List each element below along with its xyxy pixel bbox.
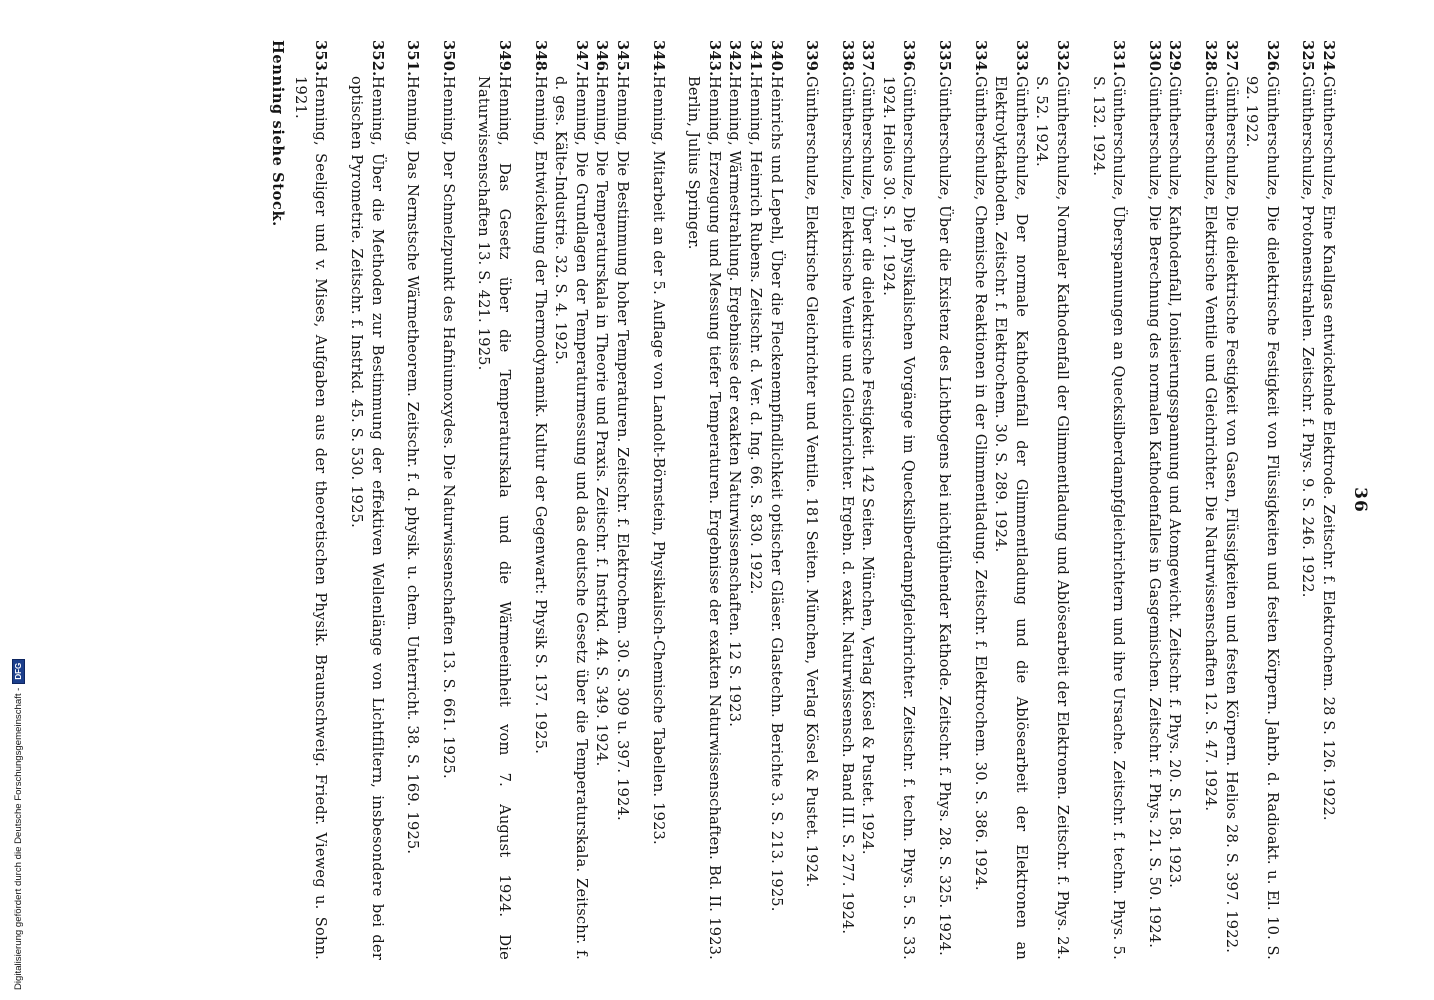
entry-number: 339. <box>803 40 821 77</box>
entry-spacer <box>632 40 647 960</box>
entry-text: Güntherschulze, Chemische Reaktionen in der Glimmentladung. Zeitschr. f. Elektrochem. 30. S. 386. 1924. <box>971 76 989 891</box>
bibliography-entry <box>724 40 745 960</box>
dfg-logo: DFG <box>12 659 25 684</box>
entry-number: 343. <box>705 40 723 77</box>
entry-number: 346. <box>593 40 611 77</box>
entry-text: Güntherschulze, Die dielektrische Festigkeit von Flüssigkeiten und festen Körpern. Jahrb. d. Radioakt. u. El. 10. S. 92. 1922. <box>1243 76 1281 960</box>
bibliography-entry <box>744 40 765 960</box>
entry-text: Güntherschulze, Über die dielektrische Festigkeit. 142 Seiten. München, Verlag Kösel & Pustet. 1924. <box>859 76 877 855</box>
footer-text: Digitalisierung gefördert durch die Deutsche Forschungsgemeinschaft - <box>13 687 24 990</box>
entry-number: 349. <box>496 40 513 77</box>
entry-text: Henning, Über die Methoden zur Bestimmung der effektiven Wellenlänge von Lichtfiltern, insbesondere bei der optischen Pyrometrie. Zeitschr. f. Instrkd. 45. S. 530. 1925. <box>348 76 386 960</box>
entry-number: 341. <box>746 40 764 77</box>
entry-text: Güntherschulze, Eine Knallgas entwickelnde Elektrode. Zeitschr. f. Elektrochem. 28 S. 126. 1922. <box>1320 76 1337 821</box>
entry-text: Güntherschulze, Über die Existenz des Lichtbogens bei nichtglühender Kathode. Zeitschr. f. Phys. 28. S. 325. 1924. <box>936 76 954 956</box>
entry-spacer <box>387 40 402 960</box>
entry-spacer <box>786 40 801 960</box>
entry-number: 325. <box>1299 40 1317 77</box>
entry-text: Güntherschulze, Elektrische Gleichrichter und Ventile. 181 Seiten. München, Verlag Kösel & Pustet. 1924. <box>803 76 821 888</box>
entry-text: Henning, Erzeugung und Messung tiefer Temperaturen. Ergebnisse der exakten Naturwissenschaften. Bd. II. 1923. Berlin, Julius Springer. <box>685 76 723 960</box>
bibliography-entry <box>345 40 386 960</box>
bibliography-entry <box>877 40 918 960</box>
entry-number: 338. <box>838 40 856 77</box>
rotated-page <box>140 40 1370 960</box>
entry-number: 335. <box>936 40 954 77</box>
entry-text: Henning, Das Gesetz über die Temperaturskala und die Wärmeeinheit vom 7. August 1924. Die Naturwissenschaften 13. S. 421. 1925. <box>475 76 513 960</box>
entry-text: Henning, Die Temperaturskala in Theorie und Praxis. Zeitschr. f. Instrkd. 44. S. 349. 1924. <box>593 76 611 767</box>
entry-number: 352. <box>368 40 386 77</box>
entry-text: Güntherschulze, Elektrische Ventile und Gleichrichter. Ergebn. d. exakt. Naturwissensch. Band III. S. 277. 1924. <box>838 76 856 935</box>
entry-text: Güntherschulze, Die Berechnung des normalen Kathodenfalles in Gasgemischen. Zeitschr. f. Phys. 21. S. 50. 1924. <box>1145 76 1163 949</box>
entry-number: 332. <box>1054 40 1072 77</box>
entry-number: 344. <box>649 40 667 77</box>
entry-number: 328. <box>1202 40 1220 77</box>
bibliography-entry <box>647 40 668 960</box>
bibliography-entry <box>473 40 514 960</box>
bibliography-entry <box>1199 40 1220 960</box>
bibliography-entry <box>1143 40 1164 960</box>
entry-number: 345. <box>613 40 631 77</box>
entry-spacer <box>1128 40 1143 960</box>
entry-spacer <box>514 40 529 960</box>
entry-spacer <box>919 40 934 960</box>
entry-number: 333. <box>1012 40 1030 77</box>
entry-text: Heinrichs und Lepehl, Über die Fleckenempfindlichkeit optischer Gläser. Glastechn. Berichte 3. S. 213. 1925. <box>767 76 785 912</box>
entry-text: Henning, Mitarbeit an der 5. Auflage von Landolt-Börnstein, Physikalisch-Chemische Tabellen. 1923. <box>649 76 667 845</box>
entry-number: 348. <box>531 40 549 77</box>
entry-number: 327. <box>1222 40 1240 77</box>
entry-number: 336. <box>900 40 918 77</box>
entry-spacer <box>954 40 969 960</box>
bibliography-entry <box>289 40 330 960</box>
digitization-footer <box>12 659 25 990</box>
entry-number: 330. <box>1145 40 1163 77</box>
bibliography-entry <box>1031 40 1072 960</box>
entry-number: 347. <box>572 40 590 77</box>
bibliography-entry <box>611 40 632 960</box>
entry-number: 334. <box>971 40 989 77</box>
bibliography-entry <box>437 40 458 960</box>
page-number: 36 <box>1350 487 1370 513</box>
entry-number: 340. <box>767 40 785 77</box>
entry-text: Güntherschulze, Elektrische Ventile und Gleichrichter. Die Naturwissenschaften 12. S. 47. 1924. <box>1202 76 1220 812</box>
entry-text: Güntherschulze, Die dielektrische Festigkeit von Gasen, Flüssigkeiten und festen Körpern. Helios 28. S. 397. 1922. <box>1222 76 1240 954</box>
bibliography-entry <box>1087 40 1128 960</box>
entry-text: Henning, Wärmestrahlung. Ergebnisse der exakten Naturwissenschaften. 12 S. 1923. <box>726 76 744 728</box>
bibliography-entry <box>990 40 1031 960</box>
entry-text: Henning, Seeliger und v. Mises, Aufgaben aus der theoretischen Physik. Braunschweig. Friedr. Vieweg u. Sohn. 1921. <box>291 76 330 960</box>
bibliography-entry <box>683 40 724 960</box>
bibliography-entry <box>765 40 786 960</box>
bibliography-entry <box>1164 40 1185 960</box>
bibliography-entry <box>550 40 591 960</box>
bibliography-entry <box>1220 40 1241 960</box>
entry-text: Henning, Heinrich Rubens. Zeitschr. d. Ver. d. Ing. 66. S. 830. 1922. <box>746 76 764 595</box>
bibliography-entry <box>591 40 612 960</box>
bibliography-list <box>289 40 1338 960</box>
bibliography-entry <box>801 40 822 960</box>
entry-number: 337. <box>859 40 877 77</box>
entry-number: 353. <box>312 40 330 77</box>
bibliography-entry <box>402 40 423 960</box>
entry-text: Henning, Die Bestimmung hoher Temperaturen. Zeitschr. f. Elektrochem. 30. S. 309 u. 397. 1924. <box>613 76 631 821</box>
entry-number: 324. <box>1320 40 1337 77</box>
bibliography-entry <box>1317 40 1338 960</box>
entry-number: 329. <box>1166 40 1184 77</box>
entry-spacer <box>1282 40 1297 960</box>
entry-number: 351. <box>404 40 422 77</box>
entry-spacer <box>1184 40 1199 960</box>
bibliography-entry <box>934 40 955 960</box>
entry-text: Henning, Entwickelung der Thermodynamik. Kultur der Gegenwart: Physik S. 137. 1925. <box>531 76 549 755</box>
entry-spacer <box>821 40 836 960</box>
bibliography-entry <box>529 40 550 960</box>
entry-text: Güntherschulze, Der normale Kathodenfall der Glimmentladung und die Ablösearbeit der Elektronen an Elektrolytkathoden. Zeitschr. f. Elektrochem. 30. S. 289. 1924. <box>992 76 1030 960</box>
entry-text: Henning, Das Nernstsche Wärmetheorem. Zeitschr. f. d. physik. u. chem. Unterricht. 38. S. 169. 1925. <box>404 76 422 855</box>
bibliography-entry <box>969 40 990 960</box>
entry-number: 326. <box>1263 40 1281 77</box>
entry-spacer <box>422 40 437 960</box>
entry-spacer <box>330 40 345 960</box>
entry-spacer <box>668 40 683 960</box>
bibliography-entry <box>857 40 878 960</box>
entry-text: Henning, Der Schmelzpunkt des Hafniumoxydes. Die Naturwissenschaften 13. S. 661. 1925. <box>439 76 457 779</box>
see-also-reference: Henning siehe Stock. <box>269 40 287 227</box>
bibliography-entry <box>836 40 857 960</box>
entry-text: Güntherschulze, Die physikalischen Vorgänge im Quecksilberdampfgleichrichter. Zeitschr. f. techn. Phys. 5. S. 33. 1924. Helios 30. S. 17. 1924. <box>879 76 918 960</box>
entry-text: Henning, Die Grundlagen der Temperaturmessung und das deutsche Gesetz über die Temperaturskala. Zeitschr. f. d. ges. Kälte-Industrie. 32. S. 4. 1925. <box>552 76 590 960</box>
entry-spacer <box>458 40 473 960</box>
entry-spacer <box>1072 40 1087 960</box>
entry-text: Güntherschulze, Kathodenfall, Ionisierungsspannung und Atomgewicht. Zeitschr. f. Phys. 20. S. 158. 1923. <box>1166 76 1184 889</box>
entry-text: Güntherschulze, Protonenstrahlen. Zeitschr. f. Phys. 9. S. 246. 1922. <box>1299 76 1317 598</box>
entry-number: 350. <box>439 40 457 77</box>
bibliography-entry <box>1241 40 1282 960</box>
bibliography-entry <box>1297 40 1318 960</box>
entry-text: Güntherschulze, Normaler Kathodenfall der Glimmentladung und Ablösearbeit der Elektronen. Zeitschr. f. Phys. 24. S. 52. 1924. <box>1033 76 1072 960</box>
entry-text: Güntherschulze, Überspannungen an Quecksilberdampfgleichrichtern und ihre Ursache. Zeitschr. f. techn. Phys. 5. S. 132. 1924. <box>1089 76 1128 960</box>
entry-number: 331. <box>1110 40 1128 77</box>
entry-number: 342. <box>726 40 744 77</box>
